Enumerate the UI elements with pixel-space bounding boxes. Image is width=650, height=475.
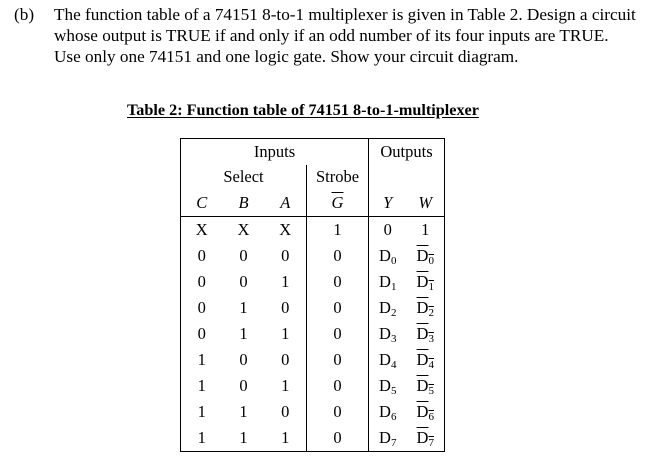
w-bar-value: $D_7$ (416, 427, 434, 449)
w-bar-value: $D_3$ (416, 323, 434, 345)
cell-y: $D_5$ (379, 375, 397, 397)
cell-y: $D_1$ (379, 271, 397, 293)
col-header-g (307, 189, 369, 217)
cell-g: 1 (307, 217, 369, 244)
table-row (181, 217, 445, 244)
cell-c: 1 (181, 425, 223, 452)
cell-b: 1 (239, 402, 248, 421)
cell-c: 1 (181, 373, 223, 399)
cell-a: 1 (265, 373, 307, 399)
cell-c: X (181, 217, 223, 244)
cell-c: 0 (181, 269, 223, 295)
cell-y: $D_2$ (379, 297, 397, 319)
cell-g: 0 (307, 321, 369, 347)
cell-g: 0 (307, 425, 369, 452)
cell-y: 0 (383, 220, 392, 239)
table-caption: Table 2: Function table of 74151 8-to-1-multiplexer (127, 101, 479, 119)
w-bar-value: $D_4$ (416, 349, 434, 371)
question-text (54, 4, 644, 67)
col-header-w: W (407, 189, 445, 217)
cell-b: X (237, 220, 250, 239)
inputs-header: Inputs (181, 139, 369, 166)
table-row (181, 347, 445, 373)
w-bar-value: $D_5$ (416, 375, 434, 397)
cell-b: 1 (239, 324, 248, 343)
question-label: (b) (14, 5, 35, 24)
table-row (181, 269, 445, 295)
w-bar-value: $D_1$ (416, 271, 434, 293)
question-line: whose output is TRUE if and only if an odd number of its four inputs are TRUE. (54, 26, 609, 45)
col-header-a: A (265, 189, 307, 217)
cell-a: 1 (265, 321, 307, 347)
cell-b: 0 (239, 350, 248, 369)
cell-y: $D_7$ (369, 425, 407, 452)
cell-a: 0 (265, 295, 307, 321)
col-header-c: C (181, 189, 223, 217)
w-bar-value: $D_2$ (416, 297, 434, 319)
cell-g: 0 (307, 373, 369, 399)
cell-y: $D_4$ (379, 349, 397, 371)
cell-g: 0 (307, 295, 369, 321)
col-header-b: B (223, 189, 265, 217)
cell-c: 1 (181, 399, 223, 425)
cell-b: 0 (239, 272, 248, 291)
strobe-g-label: $\overline{G}$ (331, 192, 344, 212)
question-line: The function table of a 74151 8-to-1 multiplexer is given in Table 2. Design a circuit (54, 5, 636, 24)
cell-c: 0 (181, 321, 223, 347)
cell-g: 0 (307, 347, 369, 373)
table-row (181, 295, 445, 321)
cell-y: $D_6$ (379, 401, 397, 423)
cell-g: 0 (307, 269, 369, 295)
cell-a: 0 (265, 399, 307, 425)
function-table (180, 138, 445, 452)
table-row (181, 425, 445, 452)
cell-w (407, 399, 445, 425)
strobe-header: Strobe (307, 165, 369, 189)
cell-w: 1 (407, 217, 445, 244)
w-bar-value: $D_0$ (416, 245, 434, 267)
table-row (181, 243, 445, 269)
w-bar-value: $D_6$ (416, 401, 434, 423)
cell-w (407, 295, 445, 321)
cell-a: 0 (265, 347, 307, 373)
cell-b: 0 (239, 246, 248, 265)
cell-b: 1 (239, 298, 248, 317)
cell-c: 1 (181, 347, 223, 373)
table-row (181, 399, 445, 425)
cell-g: 0 (307, 243, 369, 269)
cell-y: $D_0$ (379, 245, 397, 267)
question-line: Use only one 74151 and one logic gate. Show your circuit diagram. (54, 47, 519, 66)
cell-w (407, 269, 445, 295)
table-row (181, 373, 445, 399)
cell-g: 0 (307, 399, 369, 425)
cell-y: $D_3$ (379, 323, 397, 345)
cell-c: 0 (181, 243, 223, 269)
cell-w (407, 425, 445, 452)
cell-a: X (265, 217, 307, 244)
cell-c: 0 (181, 295, 223, 321)
table-row (181, 321, 445, 347)
col-header-y: Y (369, 189, 407, 217)
cell-a: 1 (265, 269, 307, 295)
cell-w (407, 373, 445, 399)
cell-b: 0 (239, 376, 248, 395)
cell-w (407, 243, 445, 269)
outputs-spacer (369, 165, 445, 189)
cell-b: 1 (223, 425, 265, 452)
cell-w (407, 347, 445, 373)
cell-w (407, 321, 445, 347)
cell-a: 1 (265, 425, 307, 452)
select-header: Select (181, 165, 307, 189)
cell-a: 0 (265, 243, 307, 269)
outputs-header: Outputs (369, 139, 445, 166)
